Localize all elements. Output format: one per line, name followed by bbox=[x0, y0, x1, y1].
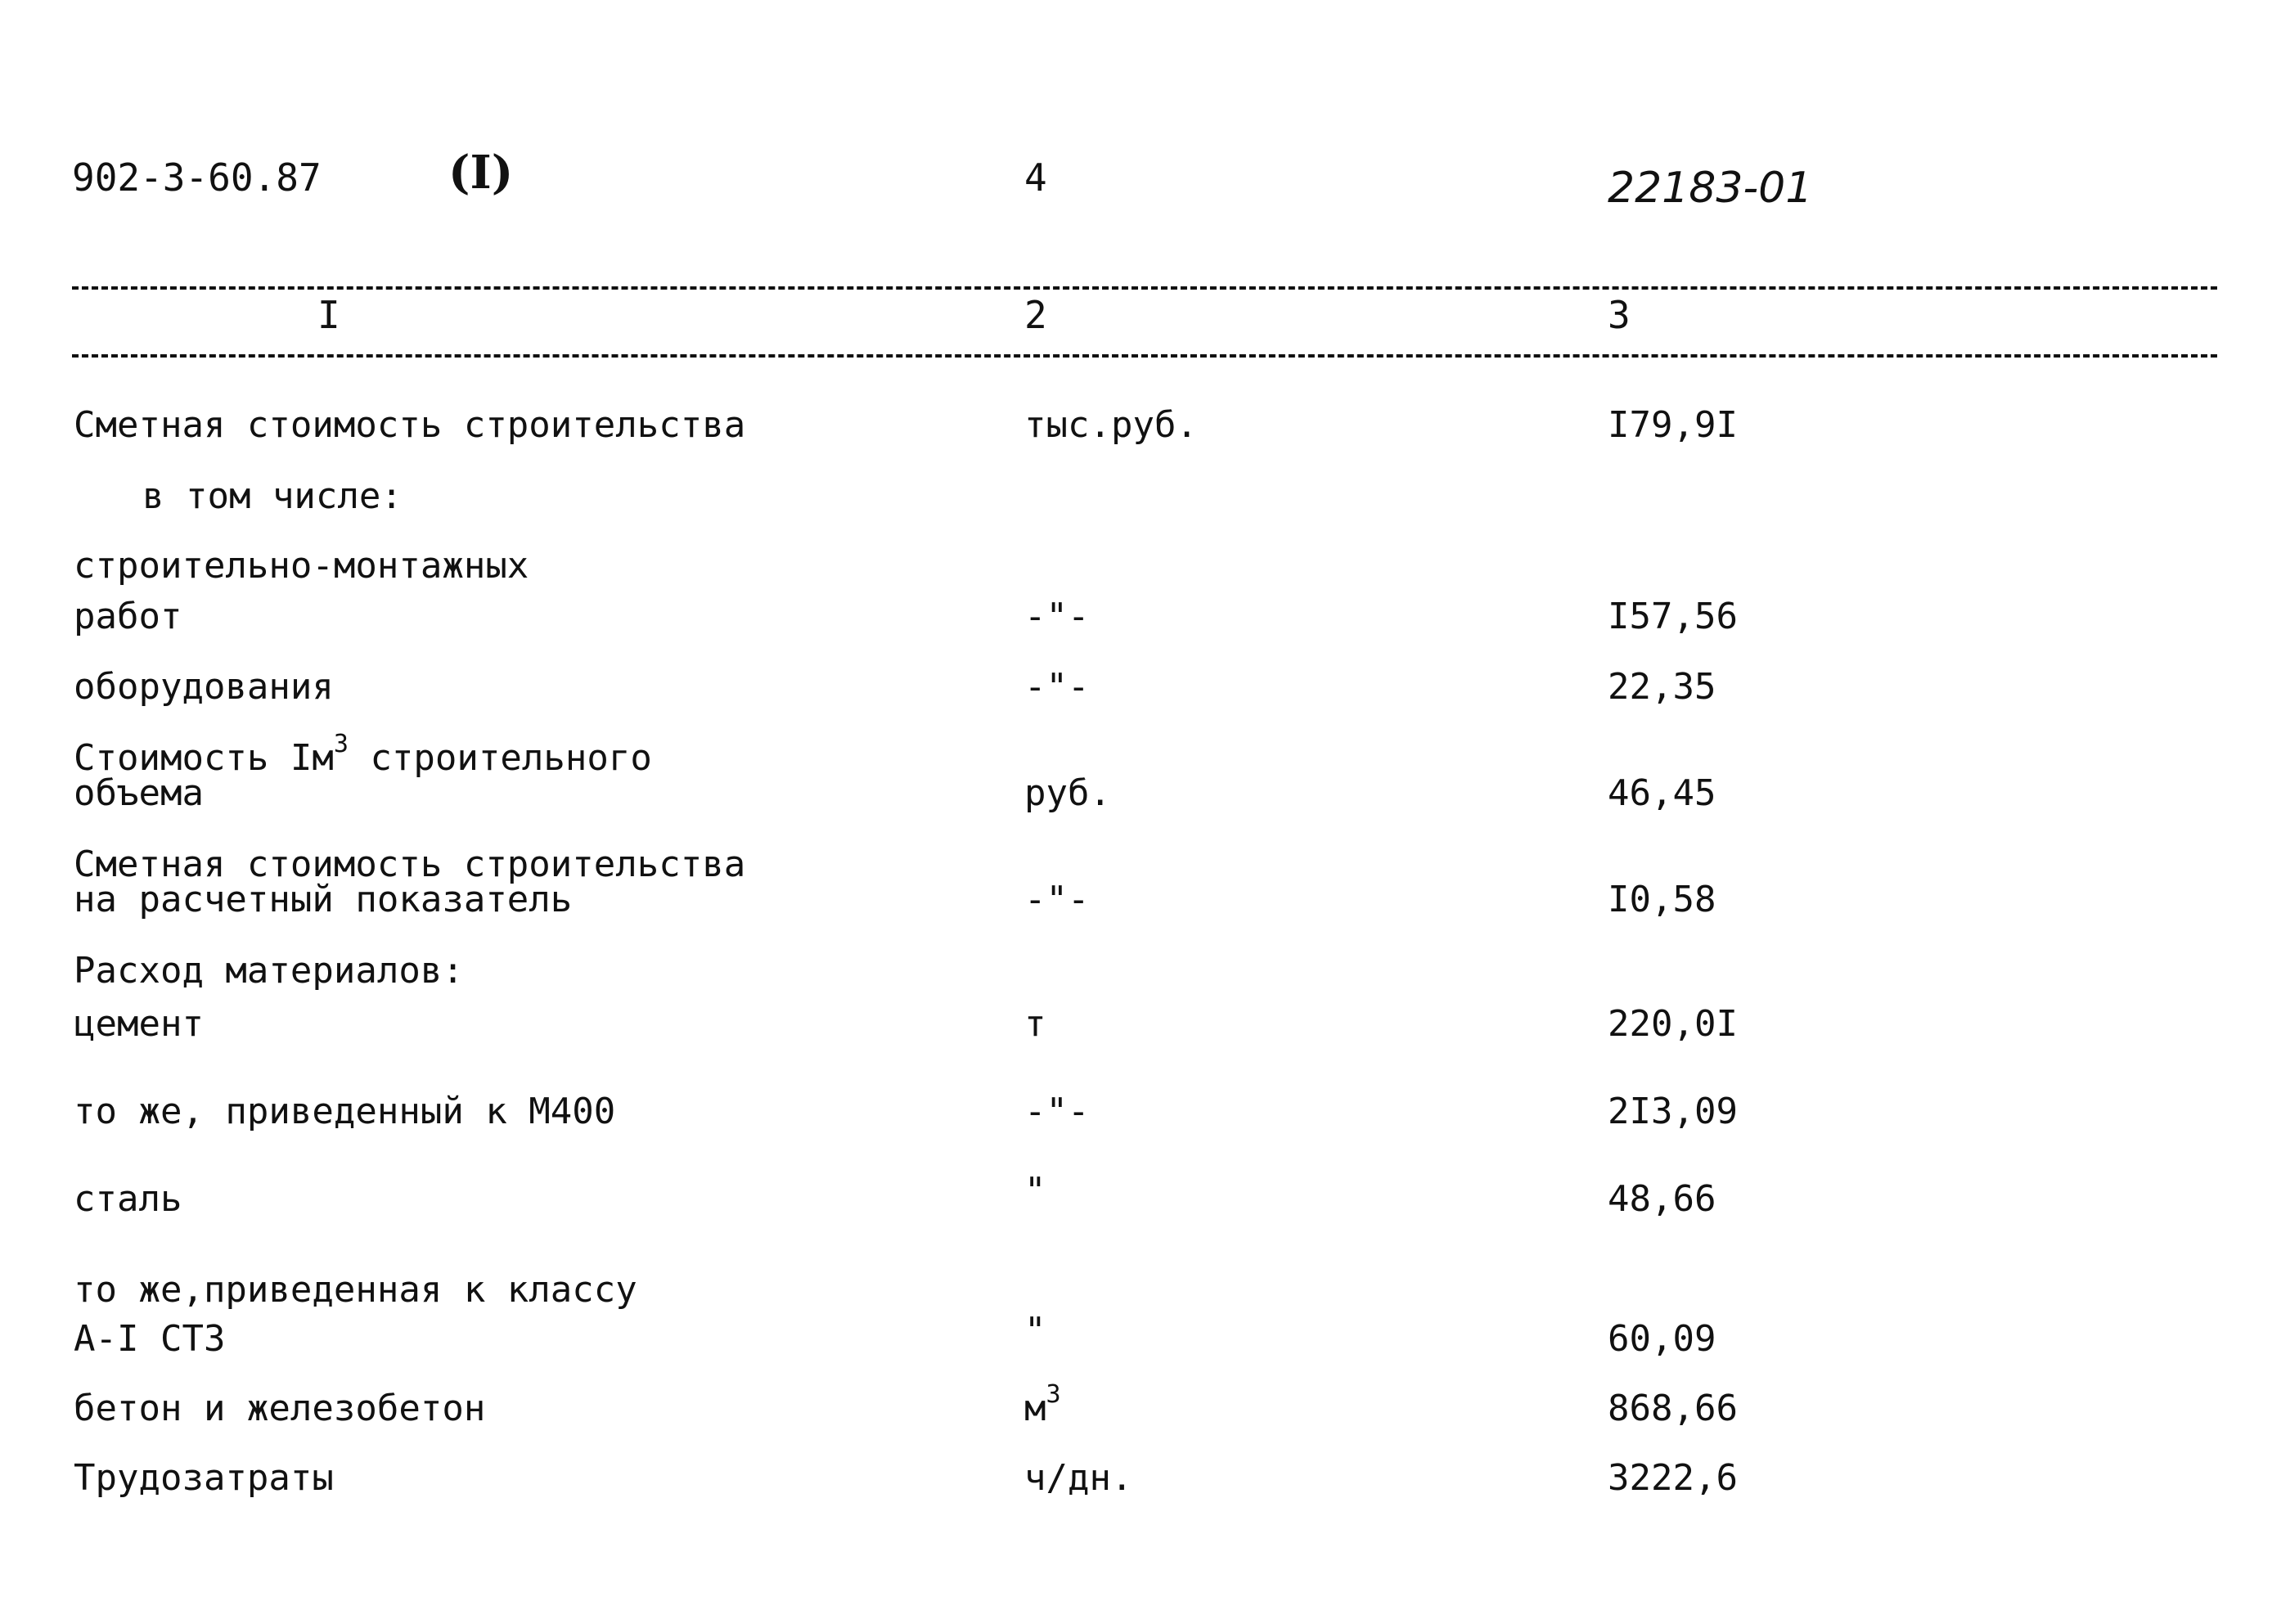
row-label: в том числе: bbox=[142, 475, 403, 517]
row-value: 60,09 bbox=[1608, 1318, 1716, 1360]
row-unit: -"- bbox=[1024, 879, 1090, 920]
row-unit: " bbox=[1024, 1170, 1046, 1212]
row-label: строительно-монтажных bbox=[74, 545, 529, 587]
row-unit: -"- bbox=[1024, 1091, 1090, 1132]
row-value: 868,66 bbox=[1608, 1388, 1738, 1429]
row-value: I0,58 bbox=[1608, 879, 1716, 920]
row-value: 220,0I bbox=[1608, 1003, 1738, 1045]
row-label bbox=[74, 730, 652, 779]
row-label: Сметная стоимость строительства bbox=[74, 404, 746, 446]
page-number: 4 bbox=[1024, 155, 1047, 200]
row-value: 48,66 bbox=[1608, 1178, 1716, 1220]
unit-base: м bbox=[1024, 1388, 1046, 1429]
row-label: цемент bbox=[74, 1003, 204, 1045]
row-unit: руб. bbox=[1024, 772, 1111, 814]
row-value: 46,45 bbox=[1608, 772, 1716, 814]
row-label-part: строительного bbox=[348, 737, 652, 779]
row-label-continued: объема bbox=[74, 772, 204, 814]
row-label: оборудования bbox=[74, 666, 334, 708]
superscript: 3 bbox=[1046, 1380, 1061, 1410]
row-label: Расход материалов: bbox=[74, 950, 464, 992]
bottom-dashed-divider bbox=[72, 354, 2217, 358]
document-code: 902-3-60.87 bbox=[72, 155, 322, 200]
row-unit: тыс.руб. bbox=[1024, 404, 1198, 446]
row-label: бетон и железобетон bbox=[74, 1388, 486, 1429]
row-label: то же,приведенная к классу bbox=[74, 1269, 637, 1311]
row-value: I57,56 bbox=[1608, 596, 1738, 637]
row-label: то же, приведенный к М400 bbox=[74, 1091, 616, 1132]
row-value: 3222,6 bbox=[1608, 1457, 1738, 1499]
row-label: Сметная стоимость строительства bbox=[74, 843, 746, 885]
column-header-2: 2 bbox=[1024, 293, 1047, 337]
row-unit: -"- bbox=[1024, 596, 1090, 637]
row-label-part: Стоимость Iм bbox=[74, 737, 334, 779]
row-unit: " bbox=[1024, 1310, 1046, 1352]
row-label: работ bbox=[74, 596, 182, 637]
row-value: 22,35 bbox=[1608, 666, 1716, 708]
row-label: А-I СТ3 bbox=[74, 1318, 226, 1360]
column-header-1: I bbox=[317, 293, 340, 337]
row-unit: ч/дн. bbox=[1024, 1457, 1133, 1499]
row-label: сталь bbox=[74, 1178, 182, 1220]
superscript: 3 bbox=[333, 730, 349, 759]
row-unit bbox=[1024, 1380, 1061, 1429]
row-value: I79,9I bbox=[1608, 404, 1738, 446]
row-label-continued: на расчетный показатель bbox=[74, 879, 573, 920]
row-label: Трудозатраты bbox=[74, 1457, 334, 1499]
registration-number: 22183-01 bbox=[1608, 164, 1813, 213]
row-unit: т bbox=[1024, 1003, 1046, 1045]
column-header-3: 3 bbox=[1608, 293, 1631, 337]
revision-mark: (I) bbox=[448, 146, 514, 200]
top-dashed-divider bbox=[72, 286, 2217, 290]
row-unit: -"- bbox=[1024, 666, 1090, 708]
row-value: 2I3,09 bbox=[1608, 1091, 1738, 1132]
